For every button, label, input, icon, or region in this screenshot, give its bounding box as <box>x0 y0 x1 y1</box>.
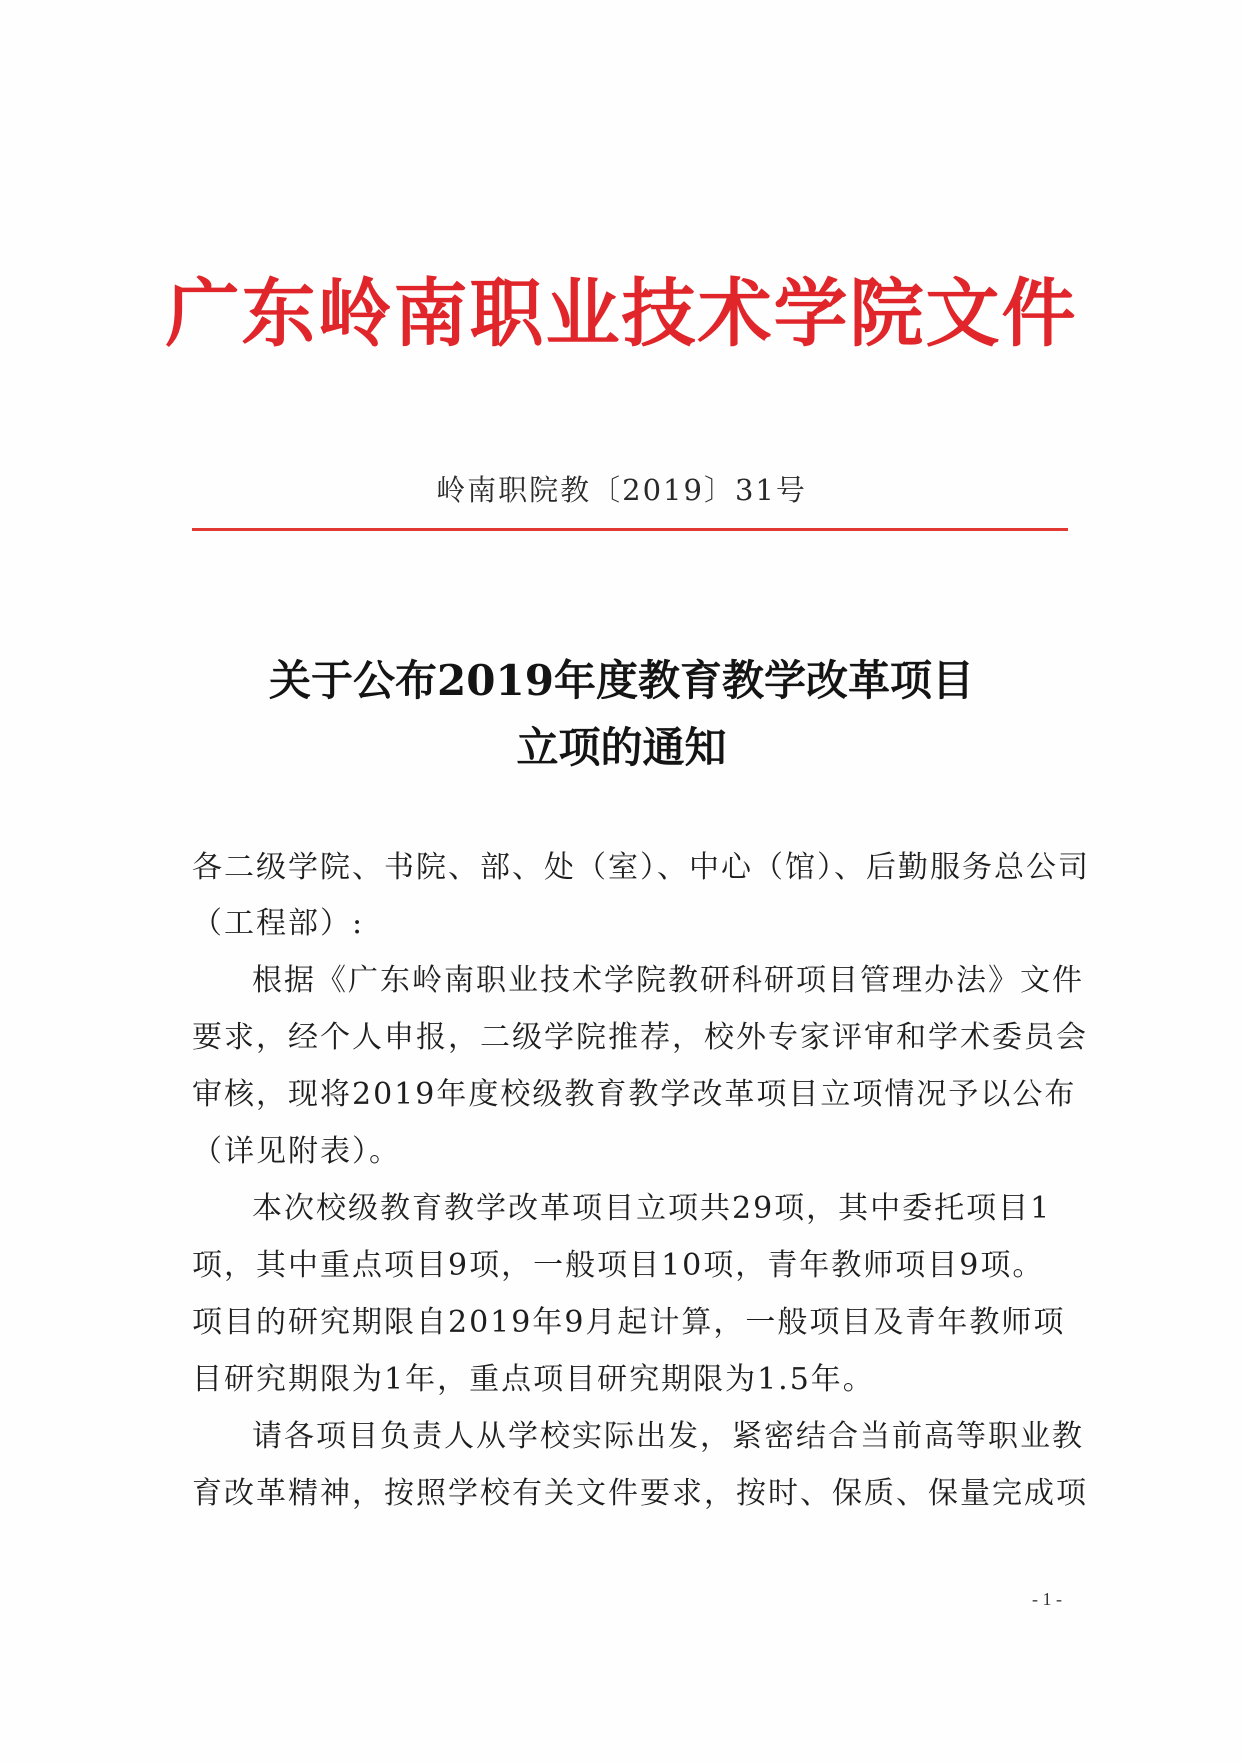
body-line-6: （详见附表）。 <box>192 1134 401 1169</box>
body-line-4: 要求，经个人申报，二级学院推荐，校外专家评审和学术委员会 <box>192 1020 1088 1055</box>
body-line-1: 各二级学院、书院、部、处（室）、中心（馆）、后勤服务总公司 <box>192 850 1090 885</box>
body-line-7: 本次校级教育教学改革项目立项共29项，其中委托项目1 <box>252 1191 1052 1226</box>
org-header-title: 广东岭南职业技术学院文件 <box>165 271 1078 357</box>
page-number: - 1 - <box>1032 1589 1062 1609</box>
body-line-2: （工程部）: <box>192 906 365 941</box>
red-divider-line <box>192 528 1068 531</box>
document-number: 岭南职院教〔2019〕31号 <box>436 473 807 507</box>
body-line-5: 审核，现将2019年度校级教育教学改革项目立项情况予以公布 <box>192 1077 1077 1112</box>
body-line-8: 项，其中重点项目9项，一般项目10项，青年教师项目9项。 <box>192 1248 1045 1283</box>
notice-title-line-1: 关于公布2019年度教育教学改革项目 <box>269 656 974 705</box>
body-line-12: 育改革精神，按照学校有关文件要求，按时、保质、保量完成项 <box>192 1476 1088 1511</box>
notice-title-line-2: 立项的通知 <box>516 723 727 772</box>
body-line-9: 项目的研究期限自2019年9月起计算，一般项目及青年教师项 <box>192 1305 1066 1340</box>
body-line-11: 请各项目负责人从学校实际出发，紧密结合当前高等职业教 <box>252 1419 1084 1454</box>
body-line-10: 目研究期限为1年，重点项目研究期限为1.5年。 <box>192 1362 875 1397</box>
body-line-3: 根据《广东岭南职业技术学院教研科研项目管理办法》文件 <box>252 963 1084 998</box>
